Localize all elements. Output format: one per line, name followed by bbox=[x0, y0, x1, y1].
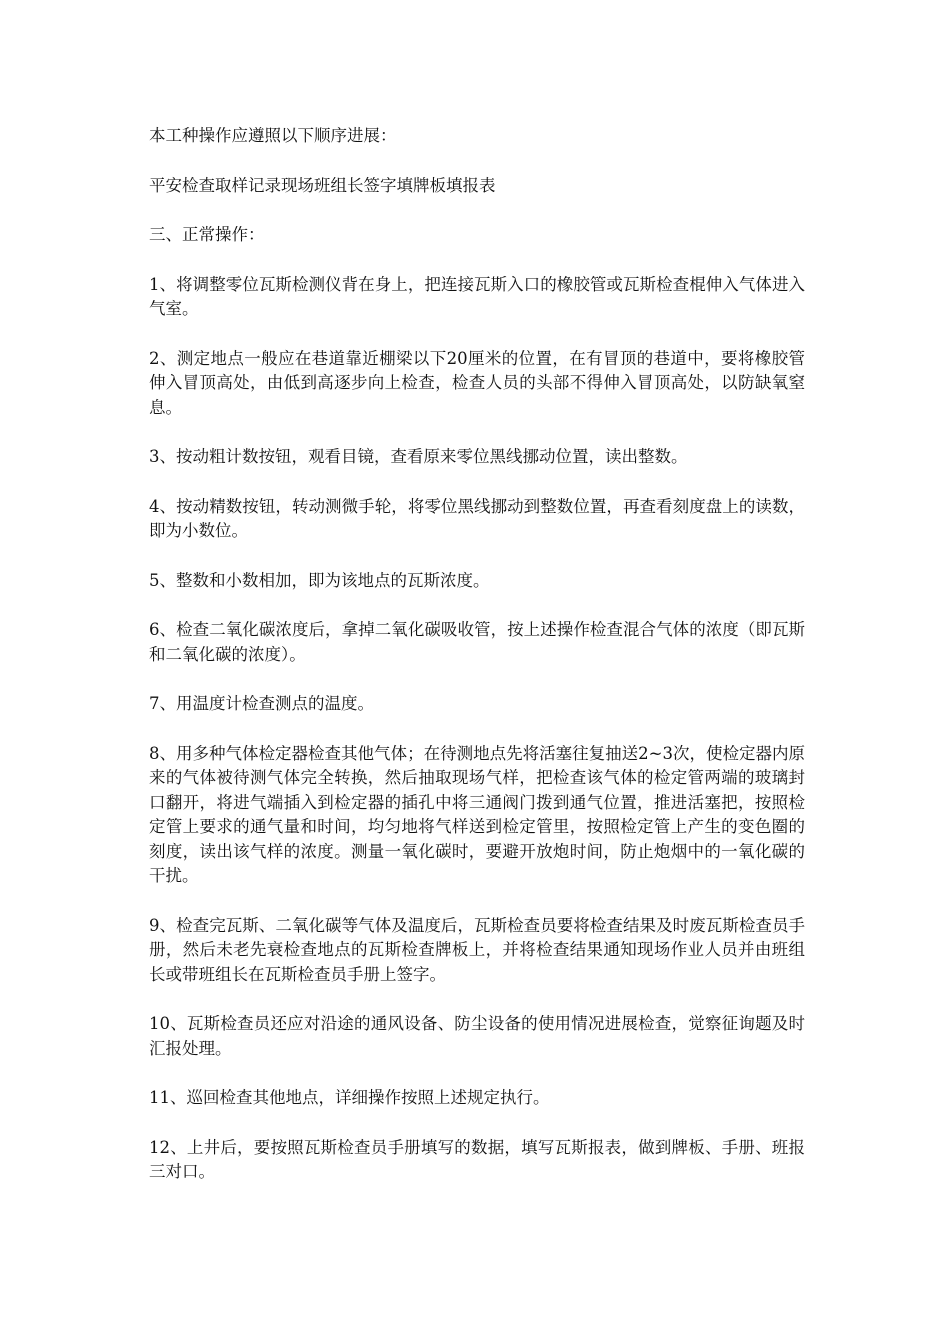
step-8: 8、用多种气体检定器检查其他气体；在待测地点先将活塞往复抽送2~3次，使检定器内原来的气体被待测气体完全转换，然后抽取现场气样，把检查该气体的检定管两端的玻璃封口翻开，将进气端插入到检定器的插孔中将三通阀门拨到通气位置，推进活塞把，按照检定管上要求的通气量和时间，均匀地将气样送到检定管里，按照检定管上产生的变色圈的刻度，读出该气样的浓度。测量一氧化碳时，要避开放炮时间，防止炮烟中的一氧化碳的干扰。 bbox=[149, 743, 805, 885]
section-heading-normal-operation: 三、正常操作： bbox=[149, 225, 265, 244]
step-9: 9、检查完瓦斯、二氧化碳等气体及温度后，瓦斯检查员要将检查结果及时废瓦斯检查员手册，然后未老先衰检查地点的瓦斯检查牌板上，并将检查结果通知现场作业人员并由班组长或带班组长在瓦斯检查员手册上签字。 bbox=[149, 915, 805, 984]
step-11: 11、巡回检查其他地点，详细操作按照上述规定执行。 bbox=[149, 1088, 550, 1107]
step-5: 5、整数和小数相加，即为该地点的瓦斯浓度。 bbox=[149, 570, 490, 590]
document-page bbox=[149, 124, 805, 1210]
step-2: 2、测定地点一般应在巷道靠近棚梁以下20厘米的位置，在有冒顶的巷道中，要将橡胶管伸入冒顶高处，由低到高逐步向上检查，检查人员的头部不得伸入冒顶高处，以防缺氧窒息。 bbox=[149, 348, 805, 417]
step-4: 4、按动精数按钮，转动测微手轮，将零位黑线挪动到整数位置，再查看刻度盘上的读数，即为小数位。 bbox=[149, 496, 805, 540]
procedure-sequence: 平安检查取样记录现场班组长签字填牌板填报表 bbox=[149, 175, 496, 195]
step-6: 6、检查二氧化碳浓度后，拿掉二氧化碳吸收管，按上述操作检查混合气体的浓度（即瓦斯和二氧化碳的浓度）。 bbox=[149, 620, 805, 664]
step-1: 1、将调整零位瓦斯检测仪背在身上，把连接瓦斯入口的橡胶管或瓦斯检查棍伸入气体进入气室。 bbox=[149, 274, 805, 318]
step-7: 7、用温度计检查测点的温度。 bbox=[149, 694, 374, 713]
step-3: 3、按动粗计数按钮，观看目镜，查看原来零位黑线挪动位置，读出整数。 bbox=[149, 447, 688, 466]
step-10: 10、瓦斯检查员还应对沿途的通风设备、防尘设备的使用情况进展检查，觉察征询题及时汇报处理。 bbox=[149, 1014, 805, 1058]
intro-sequence-note: 本工种操作应遵照以下顺序进展： bbox=[149, 126, 397, 145]
step-12: 12、上井后，要按照瓦斯检查员手册填写的数据，填写瓦斯报表，做到牌板、手册、班报三对口。 bbox=[149, 1137, 805, 1181]
